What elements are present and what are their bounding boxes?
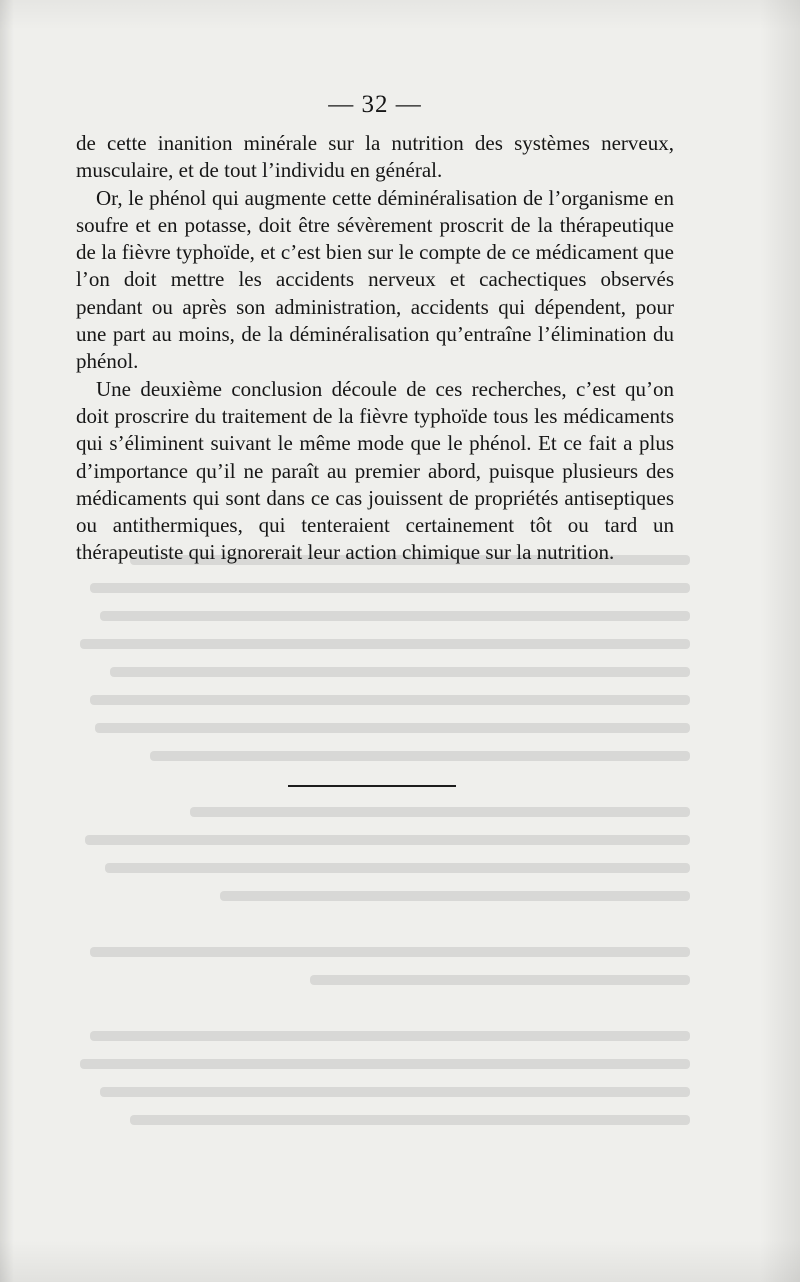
paragraph-3: Une deuxième conclusion découle de ces recherches, c’est qu’on doit proscrire du traitement de la fièvre typhoïde tous les médicaments qui s’éliminent suivant le même mode que le phénol. Et ce fait a plus d’importance qu’il ne paraît au premier abord, puisque plusieurs des médicaments qui sont dans ce cas jouissent de propriétés antiseptiques ou antithermiques, qui tenteraient certainement tôt ou tard un thérapeutiste qui ignorerait leur action chimique sur la nutrition. (76, 376, 674, 565)
show-through-texture (74, 545, 690, 1145)
paragraph-2: Or, le phénol qui augmente cette déminéralisation de l’organisme en soufre et en potasse, doit être sévèrement proscrit de la thérapeutique de la fièvre typhoïde, et c’est bien sur le compte de ce médicament que l’on doit mettre les accidents nerveux et cachectiques observés pendant ou après son administration, accidents qui dépendent, pour une part au moins, de la déminéralisation qu’entraîne l’élimination du phénol. (76, 185, 674, 374)
paragraph-1: de cette inanition minérale sur la nutrition des systèmes nerveux, musculaire, et de tout l’individu en général. (76, 131, 674, 183)
body-text (76, 130, 674, 567)
section-divider (288, 785, 456, 787)
page-number: — 32 — (328, 91, 422, 118)
